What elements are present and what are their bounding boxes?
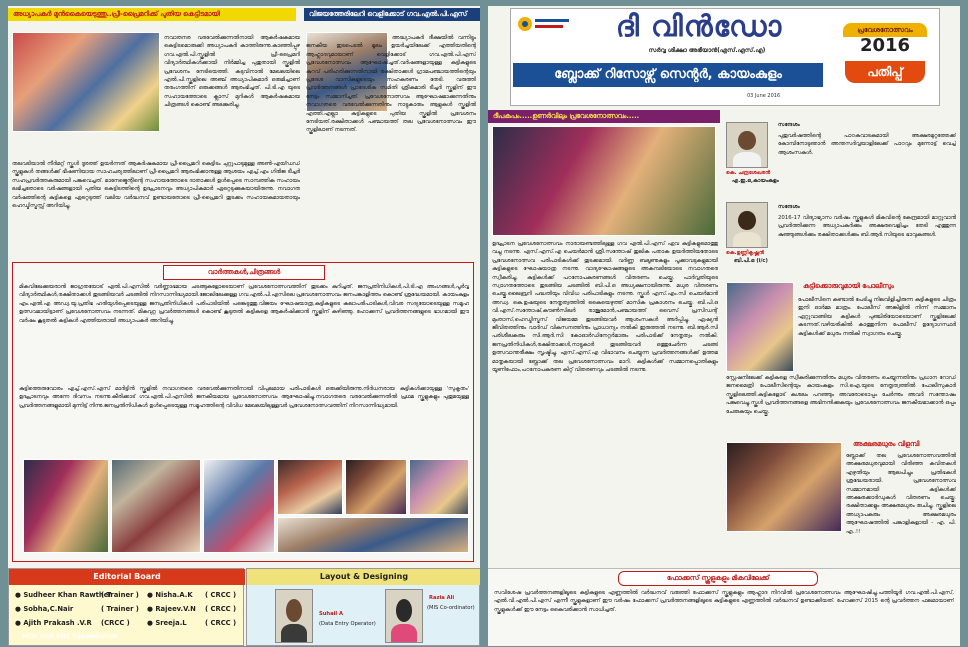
police-story-body-cont: സ്റ്റേഷനിലേക്ക് കുട്ടികളെ സ്വീകരിക്കുന്നതിനും മധുരം വിതരണം ചെയ്യുന്നതിനും പ്രധാന റോഡ് ജനമൈത്രി പോലീസിന്റെയും കായംകുളം സി.ഐ.യുടെ നേതൃത്വത്തിൽ പോലീസുകാർ സ്കൂളിലെത്തി.കുട്ടികളോട് കുശലം പറഞ്ഞും അവരോടൊപ്പം ചേർന്നും അവർ സന്തോഷം പങ്കുവെച്ചു.സ്കൂൾ പ്രവർത്തനങ്ങളെ അഭിനന്ദിക്കുകയും പ്രവേശനോത്സവം ജനകീയമാക്കാൻ ഒപ്പം ചേരുകയും ചെയ്തു. bbox=[726, 375, 956, 415]
message2-heading: സന്ദേശം bbox=[778, 204, 800, 210]
editorial-role: ( Trainer ) bbox=[101, 605, 139, 613]
ssa-logo-icon bbox=[515, 13, 571, 35]
editorial-role: ( Trainer ) bbox=[101, 591, 139, 599]
story-body-preprimary: നവാതനര വരവേൽക്കുന്നതിനായി ആകർഷകമായ കെട്ടിടമൊരുക്കി അധ്യാപകർ കാത്തിരുന്നു.കാഞ്ഞിപ്പുഴ ഗവ.എൽ.പി.സ്കൂളിൽ പ്രീ-പ്രൈമറി വിദ്യാർത്ഥികൾക്കായി നിർമ്മിച്ച പുതുതായി സ്കൂളിൽ പ്രവേശനം നേടിയെത്തി. കടുവിനാൽ മേഖലയിലെ എൽ.പി.സ്കൂളിലെ അഞ്ച് അധ്യാപികമാർ ഒരുമിച്ചാണ് തരംഗത്തിന് ഒരുക്കങ്ങൾ ആരംഭിച്ചത്. പി.ടി.എ യുടെ സഹായത്തോടെ ക്ലാസ് മുറികൾ ആകർഷകമായ ചിത്രങ്ങൾ കൊണ്ട് അലങ്കരിച്ചു. bbox=[164, 35, 300, 109]
edition-badge bbox=[835, 19, 935, 89]
layout-title: Layout & Designing bbox=[247, 569, 480, 585]
editorial-member: ● Sudheer Khan Rawther bbox=[15, 591, 112, 599]
editorial-role: (CRCC ) bbox=[101, 619, 130, 627]
editorial-member: ● Ajith Prakash .V.R bbox=[15, 619, 92, 627]
police-story-header: കുട്ടിക്കൊരുവുമായി പോലീസും bbox=[803, 282, 894, 290]
avatar-suhail bbox=[275, 589, 313, 643]
badge-bottom: പതിപ്പ് bbox=[845, 61, 925, 83]
story-header-velikode: വിജയത്തേരിലേറി വെളിക്കോട് ഗവ.എൽ.പി.എസ് bbox=[304, 8, 480, 21]
message1-heading: സന്ദേശം bbox=[778, 122, 800, 128]
photo-collage-2 bbox=[111, 459, 201, 553]
issue-date: 03 June 2016 bbox=[747, 93, 781, 99]
bpo-role: ബി.പി.ഒ (i/c) bbox=[734, 258, 768, 264]
message1-body: പുതുവർഷത്തിന്റെ പാഠകവാടകമായി അക്ഷരമുറ്റത്തേക്ക് കോമ്പിനോടുഞാൻ അന്തസർവ്വയാളിലേക്ക് പാഠവും മുന്നോട്ട് വെച്ച് ആശംസകൾ. bbox=[778, 133, 956, 156]
brc-band: ബ്ലോക്ക് റിസോഴ്സ് സെന്റർ, കായംകുളം bbox=[513, 63, 823, 87]
photo-preprimary-classroom bbox=[12, 32, 160, 132]
coordinator-name: Razia Ali bbox=[429, 595, 455, 601]
story-body-preprimary-cont: തലവടിയാൽ നീർമറ്റ് സ്കൂൾ ദൂരത്ത് ഉയർന്നത് ആകർഷകമായ പ്രീ-പ്രൈമറി കെട്ടിടം ചുറ്റുപാടുമുള്ള അൺ-എയ്ഡഡ് സ്കൂളുകൾ തങ്ങൾക്ക് ഭീഷണിയായ സാഹചര്യത്തിലാണ് പ്രീ-പ്രൈമറി ആരംഭിക്കാനുള്ള ആശയം എച്ച്.എം ഗിരിജ ടീച്ചർ സഹപ്രവർത്തകരുമായി പങ്കുവെച്ചത്. മാനേജ്മെന്റിന്റെ സഹായത്തോടെ ദാതാക്കൾ ഉൾപ്പെടെ സാമ്പത്തിക സഹായം ലഭിച്ചതോടെ വർഷങ്ങളായി പുതിയ കെട്ടിടത്തിന്റെ ഉദ്ഘാടനവും അധ്യാപികമാർ ഏറ്റെടുക്കുകയായിരുന്നു. നവാഗത വർഷത്തിന്റെ കുട്ടികളെ ഏറ്റെടുത്ത് വലിയ വർദ്ധനവ് ഉണ്ടായതോടെ പ്രീ-പ്രൈമറി തുടക്കം സഹായകമായതായും ഹെഡ്മിസ്ട്രസ്സ് അറിയിച്ചു. bbox=[12, 161, 300, 210]
coordinator-role: (MIS Co-ordinator) bbox=[427, 605, 475, 611]
aksharamadhuram-header: അക്ഷരമധുരം വിളമ്പി bbox=[853, 440, 920, 448]
focus-schools-header: ഫോക്കസ് സ്കൂളുകളും മികവിലേക്ക് bbox=[618, 571, 818, 586]
editorial-member: ● Nisha.A.K bbox=[147, 591, 193, 599]
aksharamadhuram-body: ബ്ലോക്ക് തല പ്രവേശനോത്സവത്തിൽ അക്ഷരമധുരവുമായി വിരിഞ്ഞ കവിതകൾ എഴുതിയും ആലപിച്ചും പ്രതിഭകൾ ശ്രദ്ധേയരായി. പ്രവേശനോത്സവ സമ്മാനമായി കുട്ടികൾക്ക് അക്ഷരക്കാർഡുകൾ വിതരണം ചെയ്തു. രക്ഷിതാക്കളും അക്ഷരമധുരം രുചിച്ചു. സ്കൂളിലെ അധ്യാപകരും അക്ഷരമധുരം ആഘോഷത്തിൽ പങ്കാളികളായി - എ. പി. എ..!! bbox=[846, 453, 956, 535]
news-block-body: മികവിലേക്കുയരാൻ ജാഗ്രതയോട് എൽ.പി.എസിൽ വർണ്ണാഭമായ ചടങ്ങുകളോടെയാണ് പ്രവേശനോത്സവത്തിന് തുടക്കം കുറിച്ചത്. ജനപ്രതിനിധികൾ,പി.ടി.എ അംഗങ്ങൾ,പൂർവ്വ വിദ്യാർത്ഥികൾ,രക്ഷിതാക്കൾ തുടങ്ങിയവർ ചടങ്ങിൽ നിറസാന്നിദ്ധ്യമായി.ജോലിലേക്കുള്ള ഗവ.എൽ.പി.എസിലെ പ്രവേശനോത്സവം ജനപങ്കാളിത്തം കൊണ്ട് ശ്രദ്ധേയമായി. കായംകുളം എം.എൽ.എ അഡ്വ.യു.പ്രതിഭ ഹരിയുൾപ്പെടെയുള്ള ജനപ്രതിനിധികൾ പരിപാടിയിൽ പങ്കെടുത്തു.വിജയം ഘോഷയാത്ര,കുട്ടികളുടെ കലാപരിപാടികൾ,വിവര സദ്യയോടെയുള്ള സമൂഹ ഉത്സവമായിട്ടാണ് പ്രവേശനോത്സവം നടന്നത്. മികവുറ്റ പ്രവർത്തനങ്ങൾ കൊണ്ട് കൂടുതൽ കുട്ടികളെ ആകർഷിക്കാൻ സ്കൂളിന് കഴിഞ്ഞു. ഹോക്കസ് പ്രവർത്തനങ്ങളുടെ ഭാഗമായി ഈ വർഷം കൂടുതൽ കുട്ടികൾ എത്തിയതായി അധ്യാപകർ അറിയിച്ചു. bbox=[19, 284, 469, 324]
editorial-role: ( CRCC ) bbox=[205, 605, 237, 613]
news-block-body-cont: കുട്ടിത്തെരുവോരം എച്ച്.എസ്.എസ് മാർട്ടിൻ സ്കൂളിൽ നവാഗതരെ വരവേൽക്കുന്നതിനായി വിപുലമായ പരിപാടികൾ ഒരുക്കിയിരുന്നു.നിർധനരായ കുട്ടികൾക്കായുള്ള 'സുകൃതം' ഉദ്ഘാടനവും അന്നേ ദിവസം നടന്നു.കീരിക്കാട് ഗവ.എൽ.പി.എസിൽ ജനകീയമായ പ്രവേശനോത്സവം ആഘോഷിച്ചു.നവാഗതരെ വരവേൽക്കുന്നതിൽ പ്രഥമ സ്കൂളുകളും പുതുമയുള്ള പ്രവർത്തനങ്ങളുമായി മുന്നിട്ട് നിന്നു.ജനപ്രതിനിധികൾ ഉൾപ്പെടെയുള്ള സമൂഹത്തിന്റെ വിവിധ മേഖലയിലുള്ളവർ പ്രവേശനോത്സവത്തിന് നിറസാന്നിദ്ധ്യമായി. bbox=[19, 386, 469, 409]
editorial-board-title: Editorial Board bbox=[9, 569, 245, 585]
main-story-photo bbox=[492, 126, 716, 236]
photo-collage-4 bbox=[277, 459, 343, 515]
badge-year: 2016 bbox=[859, 35, 911, 56]
news-block-header: വാർത്തകൾ,ചിത്രങ്ങൾ bbox=[163, 265, 325, 280]
photo-collage-6 bbox=[409, 459, 469, 515]
main-story-body: ഉദ്ഘാടന പ്രവേശനോത്സവം നാരായണ്ടത്തിലുള്ള ഗവ എൽ.പി.എസ് ഏവ കുട്ടികളുമൊത്തു വച്ചു നടന്നു. എസ്.എസ്.എ ചെയർമാൻ ശ്രീ.സന്തോഷ് തുലിക പതാക ഉയർത്തിയതോടെ പ്രവേശനോത്സവ പരിപാടികൾക്ക് തുടക്കമായി. വർണ്ണ ബലൂണുകളും പൂക്കാവടുകളുമായി കുട്ടികളുടെ ഘോഷയാത്ര നടന്നു. വാദ്യഘോഷങ്ങളുടെ അകമ്പടിയോടെ നവാഗതരെ സ്വീകരിച്ചു. കുട്ടികൾക്ക് പഠനോപകരണങ്ങൾ വിതരണം ചെയ്തു. പാർവ്വതിയുടെ സ്വാഗതത്തോടെ തുടങ്ങിയ ചടങ്ങിൽ ബി.പി.ഒ അധ്യക്ഷനായിരുന്നു. മധുര വിതരണം ചെയ്തു.ലൈബ്രറി പദ്ധതിയും വിവിധ പരിപാടികളും നടന്നു. സ്കൂൾ എസ്.എം.സി ചെയർമാൻ അഡ്വ. കെ.ഉഷയുടെ നേതൃത്വത്തിൽ കൈയെഴുത്ത് മാസിക പ്രകാശനം ചെയ്തു. ബി.പി.ഒ വി.എസ്.സന്തോഷ്,കൗൺസിലർ രാജുമോൻ,പഞ്ചായത്ത് വൈസ് പ്രസിഡന്റ് മുംതാസ്,ഹെഡ്മിസ്ട്രസ് വിജയമ്മ തുടങ്ങിയവർ ആശംസകൾ അർപ്പിച്ചു. ഏഷ്യൻ ജീവിതത്തിനും വാർഡ് വികസനത്തിനും പ്രാധാന്യം നൽകി ഇരുത്തൽ നടന്നു. ബി.ആർ.സി പരിശീലകരും സി.ആർ.സി കോഓർഡിനേറ്റർമാരും പരിപാടിക്ക് നേതൃത്വം നൽകി. ജനപ്രതിനിധികൾ,രക്ഷിതാക്കൾ,നാട്ടുകാർ തുടങ്ങിയവർ ഒത്തുചേർന്ന ചടങ്ങ് ഉത്സവാന്തരീക്ഷം സൃഷ്ടിച്ചു. എസ്.എസ്.എ വിഭാവനം ചെയ്യുന്ന പ്രവർത്തനങ്ങൾക്ക് ഉത്തമ മാതൃകയായി ബ്ലോക്ക് തല പ്രവേശനോത്സവം മാറി. കുട്ടികൾക്ക് സമ്മാനപ്പൊതികളും യൂണിഫോം,പഠനോപകരണ കിറ്റ് വിതരണവും ചടങ്ങിൽ നടന്നു. bbox=[492, 241, 718, 374]
aeo-role: എ.ഇ.ഒ,കായംകുളം bbox=[732, 178, 779, 184]
police-story-body: പോലീസിനെ കണ്ടാൽ പേടിച്ചു നിലവിളിച്ചിരുന്ന കുട്ടികളുടെ ചിത്രം ഇനി ഓർമ്മ മാത്രം. പോലീസ് അങ്കിളിൽ നിന്ന് സമ്മാനം ഏറ്റുവാങ്ങിയ കുട്ടികൾ പുഞ്ചിരിയോടെയാണ് സ്കൂളിലേക്ക് കടന്നത്.വഴിയരികിൽ കാത്തുനിന്ന പോലീസ് ഉദ്യോഗസ്ഥർ കുട്ടികൾക്ക് മധുരം നൽകി സ്വാഗതം ചെയ്തു. bbox=[798, 297, 956, 337]
photo-police bbox=[726, 282, 794, 372]
layout-designing bbox=[246, 568, 480, 646]
photo-collage-5 bbox=[345, 459, 407, 515]
editorial-member: ● Rajeev.V.N bbox=[147, 605, 196, 613]
message2-body: 2016-17 വിദ്യാഭ്യാസ വർഷം സ്കൂളുകൾ മികവിന്റെ കേന്ദ്രമായി മാറ്റുവാൻ പ്രവർത്തിക്കുന്ന അധ്യാപകർക്കും അക്ഷരവെളിച്ചം തേടി എത്തുന്ന കുഞ്ഞുങ്ങൾക്കും രക്ഷിതാക്കൾക്കും ബി.ആർ.സിയുടെ ഭാവുകങ്ങൾ. bbox=[778, 215, 956, 238]
focus-schools-block bbox=[488, 568, 960, 646]
newsletter-title: ദി വിൻഡോ bbox=[615, 9, 783, 43]
footer-credit: MIS- Unit BRC Kayamkulam bbox=[22, 633, 118, 640]
editorial-role: ( CRCC ) bbox=[205, 619, 237, 627]
story-header-preprimary: അധ്യാപകർ മുൻകൈയെടുത്തു..പ്രീ-പ്രൈമറിക്ക് പുതിയ കെട്ടിടമായി bbox=[8, 8, 296, 21]
right-page bbox=[488, 6, 960, 646]
photo-collage-7 bbox=[277, 517, 469, 553]
focus-schools-body: സവിശേഷ പ്രവർത്തനങ്ങളിലൂടെ കുട്ടികളുടെ എണ്ണത്തിൽ വർദ്ധനവ് വരുത്തി ഫോക്കസ് സ്കൂളുകളും ആഹ്ലാദ നിറവിൽ പ്രവേശനോത്സവം ആഘോഷിച്ചു.പത്തിയൂർ ഗവ.എൽ.പി.എസ്, എൽ.വി.എൽ.പി.എസ് എന്നീ സ്കൂളുകളാണ് ഈ വർഷം ഫോക്കസ് പ്രവർത്തനങ്ങളിലൂടെ കുട്ടികളുടെ എണ്ണത്തിൽ വർദ്ധനവ് ഉണ്ടാക്കിയത്. ഹോക്കസ് 2015 ന്റെ പ്രവർത്തന ഫലമായാണ് സ്കൂളുകൾക്ക് ഈ നേട്ടം കൈവരിക്കാൻ സാധിച്ചത്. bbox=[494, 590, 954, 613]
designer-name: Suhail A bbox=[319, 611, 343, 617]
avatar-bpo bbox=[726, 202, 768, 248]
editorial-member: ● Sobha,C.Nair bbox=[15, 605, 74, 613]
newsletter-subtitle: സർവ്വ ശിക്ഷാ അഭിയാൻ(എസ്.എസ്.എ) bbox=[648, 47, 766, 54]
news-block bbox=[12, 262, 474, 562]
aeo-name: കെ. ചന്ദ്രശേഖരൻ bbox=[726, 170, 771, 176]
bpo-name: കെ.ഉണ്ണികൃഷ്ണൻ bbox=[726, 250, 765, 256]
designer-role: (Data Entry Operator) bbox=[319, 621, 376, 627]
photo-collage-1 bbox=[23, 459, 109, 553]
avatar-aeo bbox=[726, 122, 768, 168]
badge-top: പ്രവേശനോത്സവം bbox=[843, 23, 927, 37]
masthead bbox=[510, 8, 940, 106]
photo-collage-3 bbox=[203, 459, 275, 553]
photo-aksharamadhuram bbox=[726, 442, 842, 532]
editorial-role: ( CRCC ) bbox=[205, 591, 237, 599]
story-body-velikode: അദ്ധ്യാപകർ ദീക്ഷയിൽ വന്നിട്ടും ജനകീയ ഇടപെടൽ മൂലം ഉയർച്ചയിലേക്ക് എത്തിയതിന്റെ ആഹ്ലാദവുമായാണ് വെളിക്കോട് ഗവ.എൽ.പി.എസ് പ്രവേശനോത്സവം ആഘോഷിച്ചത്.വർഷങ്ങളായുള്ള കുട്ടികളുടെ കുറവ് പരിഹരിക്കുന്നതിനായി രക്ഷിതാക്കൾ ഗ്രാമപഞ്ചായത്തിന്റെയും പ്രദേശ വാസികളുടെയും സഹകരണം തേടി. വരുത്തി പ്രവർത്തനങ്ങൾ പ്രാദേശിക സമിതി ശ്രീകുമാരി ടീച്ചർ സ്കൂളിന് ഈ നേട്ടം സമ്മാനിച്ചത്. പ്രവേശനോത്സവം ആഘോഷമാക്കുന്നതിനും നവാഗതരെ വരവേൽക്കുന്നതിനും നാട്ടുകാരും ആളുകൾ സ്കൂളിൽ എത്തി.എല്ലാ കുട്ടികളുടെ പുതിയ സ്കൂളിൽ പ്രവേശനം നേടിയത്.രക്ഷിതാക്കൾ പഞ്ചായത്ത് തല പ്രവേശനോത്സവം ഈ സ്കൂളിലാണ് നടന്നത്. bbox=[306, 35, 476, 134]
left-page bbox=[8, 6, 480, 646]
main-story-header: ദീപകപം.....ഉണർവിലും പ്രവേശനോത്സവം..... bbox=[488, 110, 720, 123]
editorial-member: ● Sreeja.L bbox=[147, 619, 187, 627]
avatar-razia bbox=[385, 589, 423, 643]
